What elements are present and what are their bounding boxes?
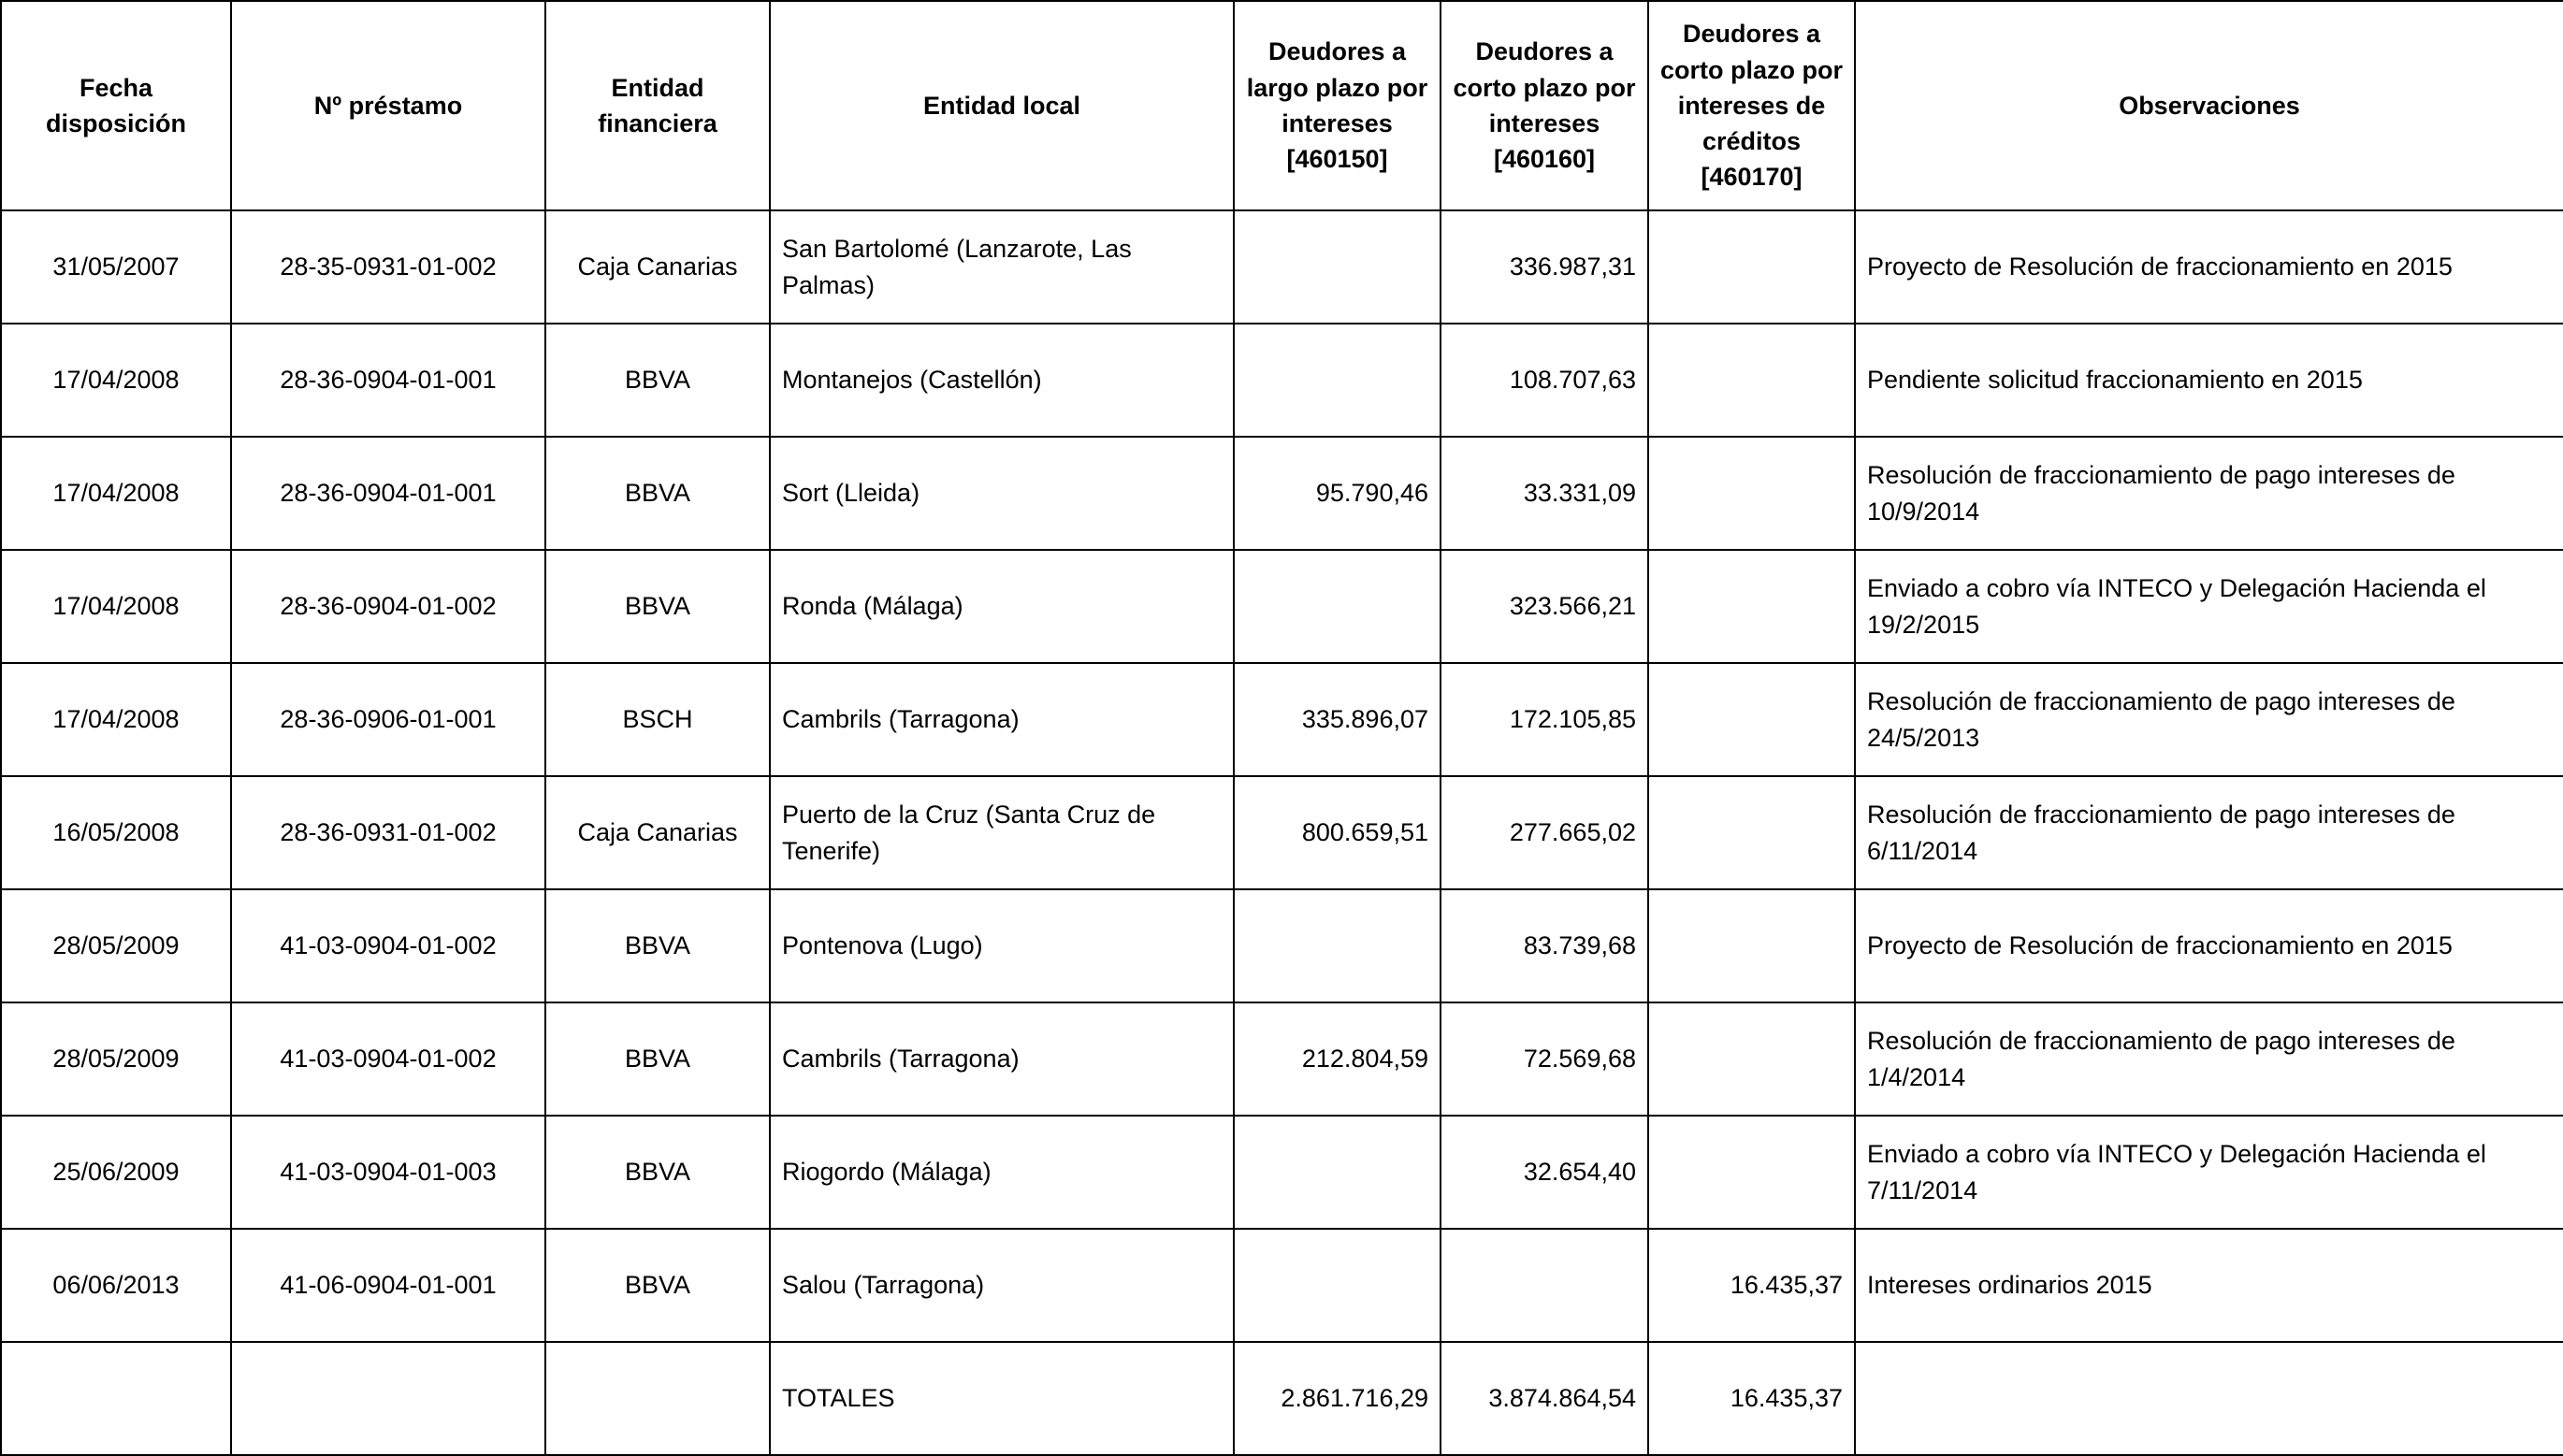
- cell-local-entity: Ronda (Málaga): [770, 550, 1234, 663]
- cell-date: 06/06/2013: [1, 1229, 231, 1342]
- cell-financial-entity: BBVA: [545, 889, 770, 1002]
- table-row: [1, 1002, 2563, 1116]
- totals-row: [1, 1342, 2563, 1455]
- cell-short-term-debtors: 323.566,21: [1441, 550, 1648, 663]
- cell-short-term-credit-debtors: 16.435,37: [1648, 1229, 1855, 1342]
- cell-loan-number: 41-06-0904-01-001: [231, 1229, 545, 1342]
- header-row: [1, 1, 2563, 210]
- cell-short-term-credit-debtors: [1648, 776, 1855, 889]
- cell-date: 17/04/2008: [1, 437, 231, 550]
- column-header-date: Fecha disposición: [1, 1, 231, 210]
- cell-short-term-credit-debtors: [1648, 1002, 1855, 1116]
- total-long-term-debtors: 2.861.716,29: [1234, 1342, 1441, 1455]
- cell-loan-number: 28-36-0904-01-001: [231, 437, 545, 550]
- cell-observations: Resolución de fraccionamiento de pago intereses de 10/9/2014: [1855, 437, 2563, 550]
- cell-short-term-debtors: 32.654,40: [1441, 1116, 1648, 1229]
- cell-short-term-debtors: 33.331,09: [1441, 437, 1648, 550]
- total-local-entity: TOTALES: [770, 1342, 1234, 1455]
- cell-long-term-debtors: 335.896,07: [1234, 663, 1441, 776]
- cell-loan-number: 28-36-0904-01-002: [231, 550, 545, 663]
- cell-financial-entity: BBVA: [545, 437, 770, 550]
- cell-financial-entity: BBVA: [545, 1116, 770, 1229]
- cell-observations: Pendiente solicitud fraccionamiento en 2015: [1855, 324, 2563, 437]
- cell-date: 17/04/2008: [1, 324, 231, 437]
- cell-financial-entity: BBVA: [545, 324, 770, 437]
- column-header-short-term-debtors: Deudores a corto plazo por intereses [460160]: [1441, 1, 1648, 210]
- cell-long-term-debtors: 212.804,59: [1234, 1002, 1441, 1116]
- cell-loan-number: 28-36-0931-01-002: [231, 776, 545, 889]
- table-row: [1, 889, 2563, 1002]
- cell-short-term-debtors: 336.987,31: [1441, 210, 1648, 324]
- cell-loan-number: 41-03-0904-01-002: [231, 889, 545, 1002]
- cell-short-term-debtors: 72.569,68: [1441, 1002, 1648, 1116]
- cell-financial-entity: BBVA: [545, 550, 770, 663]
- cell-date: 31/05/2007: [1, 210, 231, 324]
- cell-short-term-debtors: 108.707,63: [1441, 324, 1648, 437]
- table-row: [1, 210, 2563, 324]
- cell-long-term-debtors: 800.659,51: [1234, 776, 1441, 889]
- total-observations: [1855, 1342, 2563, 1455]
- cell-short-term-credit-debtors: [1648, 663, 1855, 776]
- table-row: [1, 324, 2563, 437]
- cell-loan-number: 41-03-0904-01-003: [231, 1116, 545, 1229]
- cell-short-term-credit-debtors: [1648, 324, 1855, 437]
- cell-observations: Proyecto de Resolución de fraccionamiento en 2015: [1855, 889, 2563, 1002]
- total-short-term-credit-debtors: 16.435,37: [1648, 1342, 1855, 1455]
- cell-long-term-debtors: [1234, 550, 1441, 663]
- cell-short-term-debtors: 277.665,02: [1441, 776, 1648, 889]
- cell-date: 28/05/2009: [1, 889, 231, 1002]
- total-date: [1, 1342, 231, 1455]
- cell-financial-entity: Caja Canarias: [545, 210, 770, 324]
- table-row: [1, 1229, 2563, 1342]
- cell-observations: Resolución de fraccionamiento de pago intereses de 24/5/2013: [1855, 663, 2563, 776]
- cell-loan-number: 28-36-0906-01-001: [231, 663, 545, 776]
- cell-local-entity: Pontenova (Lugo): [770, 889, 1234, 1002]
- cell-long-term-debtors: [1234, 324, 1441, 437]
- table-row: [1, 663, 2563, 776]
- column-header-financial-entity: Entidad financiera: [545, 1, 770, 210]
- column-header-local-entity: Entidad local: [770, 1, 1234, 210]
- cell-date: 16/05/2008: [1, 776, 231, 889]
- column-header-long-term-debtors: Deudores a largo plazo por intereses [460150]: [1234, 1, 1441, 210]
- cell-short-term-credit-debtors: [1648, 889, 1855, 1002]
- cell-local-entity: Cambrils (Tarragona): [770, 1002, 1234, 1116]
- cell-financial-entity: Caja Canarias: [545, 776, 770, 889]
- cell-short-term-debtors: 172.105,85: [1441, 663, 1648, 776]
- cell-local-entity: San Bartolomé (Lanzarote, Las Palmas): [770, 210, 1234, 324]
- cell-financial-entity: BBVA: [545, 1002, 770, 1116]
- cell-observations: Resolución de fraccionamiento de pago intereses de 6/11/2014: [1855, 776, 2563, 889]
- cell-short-term-credit-debtors: [1648, 1116, 1855, 1229]
- cell-date: 17/04/2008: [1, 663, 231, 776]
- cell-short-term-debtors: 83.739,68: [1441, 889, 1648, 1002]
- cell-date: 17/04/2008: [1, 550, 231, 663]
- cell-long-term-debtors: [1234, 889, 1441, 1002]
- total-financial-entity: [545, 1342, 770, 1455]
- cell-observations: Intereses ordinarios 2015: [1855, 1229, 2563, 1342]
- cell-local-entity: Montanejos (Castellón): [770, 324, 1234, 437]
- cell-local-entity: Riogordo (Málaga): [770, 1116, 1234, 1229]
- cell-local-entity: Puerto de la Cruz (Santa Cruz de Tenerife): [770, 776, 1234, 889]
- cell-long-term-debtors: [1234, 1229, 1441, 1342]
- cell-date: 25/06/2009: [1, 1116, 231, 1229]
- cell-observations: Proyecto de Resolución de fraccionamiento en 2015: [1855, 210, 2563, 324]
- cell-financial-entity: BSCH: [545, 663, 770, 776]
- cell-loan-number: 28-36-0904-01-001: [231, 324, 545, 437]
- table-row: [1, 550, 2563, 663]
- cell-observations: Enviado a cobro vía INTECO y Delegación Hacienda el 7/11/2014: [1855, 1116, 2563, 1229]
- cell-observations: Enviado a cobro vía INTECO y Delegación Hacienda el 19/2/2015: [1855, 550, 2563, 663]
- column-header-loan-number: Nº préstamo: [231, 1, 545, 210]
- total-short-term-debtors: 3.874.864,54: [1441, 1342, 1648, 1455]
- cell-observations: Resolución de fraccionamiento de pago intereses de 1/4/2014: [1855, 1002, 2563, 1116]
- total-loan-number: [231, 1342, 545, 1455]
- cell-local-entity: Cambrils (Tarragona): [770, 663, 1234, 776]
- column-header-observations: Observaciones: [1855, 1, 2563, 210]
- cell-short-term-debtors: [1441, 1229, 1648, 1342]
- table-row: [1, 1116, 2563, 1229]
- cell-short-term-credit-debtors: [1648, 210, 1855, 324]
- cell-short-term-credit-debtors: [1648, 550, 1855, 663]
- table-row: [1, 437, 2563, 550]
- cell-local-entity: Sort (Lleida): [770, 437, 1234, 550]
- table-body: [1, 210, 2563, 1455]
- cell-long-term-debtors: [1234, 1116, 1441, 1229]
- cell-date: 28/05/2009: [1, 1002, 231, 1116]
- cell-long-term-debtors: [1234, 210, 1441, 324]
- cell-local-entity: Salou (Tarragona): [770, 1229, 1234, 1342]
- table-row: [1, 776, 2563, 889]
- cell-loan-number: 28-35-0931-01-002: [231, 210, 545, 324]
- cell-long-term-debtors: 95.790,46: [1234, 437, 1441, 550]
- cell-loan-number: 41-03-0904-01-002: [231, 1002, 545, 1116]
- column-header-short-term-credit-debtors: Deudores a corto plazo por intereses de créditos [460170]: [1648, 1, 1855, 210]
- cell-short-term-credit-debtors: [1648, 437, 1855, 550]
- cell-financial-entity: BBVA: [545, 1229, 770, 1342]
